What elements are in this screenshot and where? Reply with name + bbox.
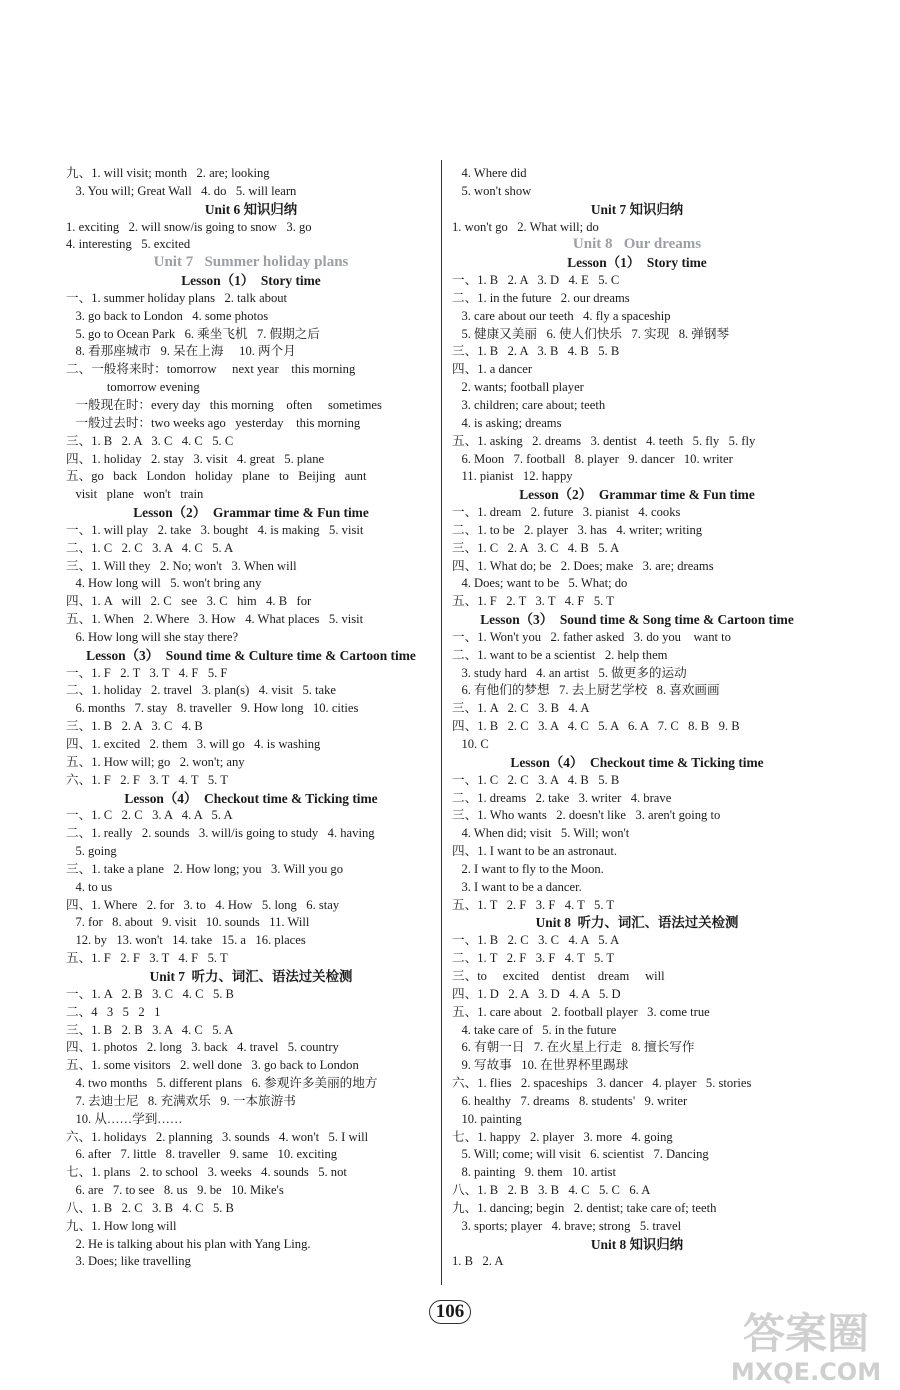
answer-line: 3. study hard 4. an artist 5. 做更多的运动	[452, 665, 687, 680]
section-heading: Lesson（1） Story time	[181, 273, 321, 289]
answer-line: 三、1. Who wants 2. doesn't like 3. aren't going to	[452, 808, 721, 823]
answer-line: 2. He is talking about his plan with Yang Ling.	[66, 1236, 311, 1251]
answer-line: 6. healthy 7. dreams 8. students' 9. writer	[452, 1093, 688, 1108]
answer-line: 12. by 13. won't 14. take 15. a 16. places	[66, 933, 306, 948]
answer-line: 7. 去迪士尼 8. 充满欢乐 9. 一本旅游书	[66, 1093, 296, 1108]
answer-line: 一、1. dream 2. future 3. pianist 4. cooks	[452, 505, 681, 520]
answer-line: 二、一般将来时：tomorrow next year this morning	[66, 362, 356, 377]
answer-line: 4. Where did	[452, 166, 527, 180]
section-heading: Lesson（2） Grammar time & Fun time	[133, 505, 369, 521]
answer-line: 六、1. holidays 2. planning 3. sounds 4. won't 5. I will	[66, 1129, 369, 1144]
answer-line: 七、1. plans 2. to school 3. weeks 4. sounds 5. not	[66, 1165, 347, 1180]
page-number-text: 106	[429, 1300, 472, 1324]
section-heading: Unit 6 知识归纳	[204, 201, 298, 217]
answer-line: 8. 看那座城市 9. 呆在上海 10. 两个月	[66, 344, 296, 359]
section-heading: Lesson（3） Sound time & Song time & Cartoon time	[480, 612, 794, 628]
answer-line: 4. take care of 5. in the future	[452, 1022, 617, 1037]
answer-line: 二、1. really 2. sounds 3. will/is going to study 4. having	[66, 826, 375, 841]
answer-line: 四、1. What do; be 2. Does; make 3. are; dreams	[452, 558, 714, 573]
answer-line: 3. You will; Great Wall 4. do 5. will learn	[66, 183, 297, 198]
answer-line: 一般过去时：two weeks ago yesterday this morning	[66, 415, 361, 430]
answer-line: 五、1. T 2. F 3. F 4. T 5. T	[452, 897, 615, 912]
answer-line: 5. won't show	[452, 183, 532, 198]
section-heading: Unit 8 Our dreams	[572, 236, 702, 253]
answer-line: 九、1. dancing; begin 2. dentist; take care of; teeth	[452, 1200, 717, 1215]
column-divider	[441, 160, 442, 1285]
answer-line: 1. exciting 2. will snow/is going to snow 3. go	[66, 219, 312, 234]
answer-line: 6. Moon 7. football 8. player 9. dancer 10. writer	[452, 451, 733, 466]
answer-line: 三、1. C 2. A 3. C 4. B 5. A	[452, 540, 620, 555]
answer-line: 3. sports; player 4. brave; strong 5. travel	[452, 1218, 682, 1233]
answer-line: 4. When did; visit 5. Will; won't	[452, 826, 630, 841]
answer-line: 一、1. B 2. C 3. C 4. A 5. A	[452, 933, 620, 948]
answer-line: 四、1. A will 2. C see 3. C him 4. B for	[66, 594, 312, 609]
answer-line: 4. to us	[66, 879, 113, 894]
answer-line: 3. care about our teeth 4. fly a spaceship	[452, 308, 671, 323]
answer-line: 9. 写故事 10. 在世界杯里踢球	[452, 1058, 629, 1073]
answer-line: 一、1. C 2. C 3. A 4. B 5. B	[452, 772, 620, 787]
answer-line: 11. pianist 12. happy	[452, 469, 573, 484]
section-heading: Lesson（3） Sound time & Culture time & Cartoon time	[86, 647, 416, 663]
answer-line: 六、1. F 2. F 3. T 4. T 5. T	[66, 772, 228, 787]
answer-line: 九、1. will visit; month 2. are; looking	[66, 166, 270, 180]
answer-line: 二、1. want to be a scientist 2. help them	[452, 647, 668, 662]
answer-line: 6. are 7. to see 8. us 9. be 10. Mike's	[66, 1183, 284, 1198]
answer-line: 4. Does; want to be 5. What; do	[452, 576, 628, 591]
right-column	[452, 165, 822, 1271]
answer-line: 九、1. How long will	[66, 1218, 177, 1233]
answer-line: 2. I want to fly to the Moon.	[452, 861, 604, 876]
answer-line: 二、1. to be 2. player 3. has 4. writer; writing	[452, 522, 703, 537]
answer-line: 6. 有他们的梦想 7. 去上厨艺学校 8. 喜欢画画	[452, 683, 720, 698]
answer-line: 四、1. holiday 2. stay 3. visit 4. great 5. plane	[66, 451, 325, 466]
answer-line: 三、1. B 2. A 3. B 4. B 5. B	[452, 344, 620, 359]
answer-line: 4. How long will 5. won't bring any	[66, 576, 262, 591]
answer-line: 五、1. asking 2. dreams 3. dentist 4. teeth 5. fly 5. fly	[452, 433, 756, 448]
answer-line: 7. for 8. about 9. visit 10. sounds 11. Will	[66, 915, 310, 930]
section-heading: Unit 7 知识归纳	[590, 201, 684, 217]
answer-line: 1. B 2. A	[452, 1254, 504, 1269]
answer-line: 八、1. B 2. C 3. B 4. C 5. B	[66, 1200, 234, 1215]
answer-line: 1. won't go 2. What will; do	[452, 219, 599, 234]
answer-line: 一、1. F 2. T 3. T 4. F 5. F	[66, 665, 228, 680]
answer-line: 一、1. Won't you 2. father asked 3. do you want to	[452, 629, 731, 644]
answer-line: 二、1. C 2. C 3. A 4. C 5. A	[66, 540, 234, 555]
answer-line: 三、1. B 2. B 3. A 4. C 5. A	[66, 1022, 234, 1037]
answer-line: 五、1. care about 2. football player 3. come true	[452, 1004, 710, 1019]
answer-line: 5. 健康又美丽 6. 使人们快乐 7. 实现 8. 弹钢琴	[452, 326, 730, 341]
answer-line: 二、4 3 5 2 1	[66, 1004, 161, 1019]
answer-line: 3. go back to London 4. some photos	[66, 308, 269, 323]
answer-line: 一、1. will play 2. take 3. bought 4. is making 5. visit	[66, 522, 364, 537]
watermark-logo	[718, 1300, 893, 1386]
answer-line: 五、go back London holiday plane to Beijing aunt	[66, 469, 367, 484]
answer-line: 三、1. A 2. C 3. B 4. A	[452, 701, 590, 716]
answer-line: 10. C	[452, 737, 489, 751]
answer-line: 五、1. When 2. Where 3. How 4. What places 5. visit	[66, 612, 364, 627]
answer-line: 8. painting 9. them 10. artist	[452, 1165, 617, 1180]
section-heading: Lesson（4） Checkout time & Ticking time	[510, 754, 764, 770]
answer-line: 四、1. Where 2. for 3. to 4. How 5. long 6. stay	[66, 897, 340, 912]
answer-line: 5. Will; come; will visit 6. scientist 7. Dancing	[452, 1147, 709, 1162]
answer-line: 3. I want to be a dancer.	[452, 879, 582, 894]
answer-line: 三、to excited dentist dream will	[452, 968, 665, 983]
answer-line: 一、1. summer holiday plans 2. talk about	[66, 290, 288, 305]
section-heading: Lesson（2） Grammar time & Fun time	[519, 487, 755, 503]
answer-line: 七、1. happy 2. player 3. more 4. going	[452, 1129, 673, 1144]
section-heading: Unit 8 听力、词汇、语法过关检测	[535, 915, 739, 931]
answer-line: 五、1. F 2. T 3. T 4. F 5. T	[452, 594, 614, 609]
answer-line: 3. children; care about; teeth	[452, 397, 606, 412]
section-heading: Unit 7 Summer holiday plans	[153, 254, 349, 271]
answer-line: 三、1. B 2. A 3. C 4. C 5. C	[66, 433, 234, 448]
answer-line: 4. interesting 5. excited	[66, 237, 191, 252]
answer-line: 四、1. excited 2. them 3. will go 4. is washing	[66, 737, 321, 751]
answer-line: 四、1. photos 2. long 3. back 4. travel 5. country	[66, 1040, 339, 1055]
answer-line: 四、1. I want to be an astronaut.	[452, 844, 618, 859]
answer-line: 一般现在时：every day this morning often sometimes	[66, 397, 382, 412]
section-heading: Lesson（4） Checkout time & Ticking time	[124, 790, 378, 806]
answer-line: 4. is asking; dreams	[452, 415, 562, 430]
answer-line: 四、1. D 2. A 3. D 4. A 5. D	[452, 986, 621, 1001]
answer-line: 5. go to Ocean Park 6. 乘坐飞机 7. 假期之后	[66, 326, 320, 341]
answer-line: 二、1. dreams 2. take 3. writer 4. brave	[452, 790, 672, 805]
answer-line: 五、1. some visitors 2. well done 3. go back to London	[66, 1058, 359, 1073]
answer-line: 五、1. How will; go 2. won't; any	[66, 754, 245, 769]
answer-line: 5. going	[66, 844, 117, 859]
answer-line: 二、1. in the future 2. our dreams	[452, 290, 630, 305]
left-column	[66, 165, 436, 1271]
answer-line: 一、1. B 2. A 3. D 4. E 5. C	[452, 273, 620, 288]
section-heading: Unit 8 知识归纳	[590, 1236, 684, 1252]
watermark-url: MXQE.COM	[730, 1358, 882, 1386]
section-heading: Lesson（1） Story time	[567, 255, 707, 271]
answer-line: 3. Does; like travelling	[66, 1254, 191, 1269]
answer-line: tomorrow evening	[66, 380, 200, 395]
answer-line: 6. How long will she stay there?	[66, 629, 239, 644]
answer-line: 6. after 7. little 8. traveller 9. same 10. exciting	[66, 1147, 338, 1162]
answer-line: 五、1. F 2. F 3. T 4. F 5. T	[66, 951, 228, 966]
answer-line: visit plane won't train	[66, 487, 204, 502]
answer-line: 2. wants; football player	[452, 380, 584, 395]
answer-line: 四、1. a dancer	[452, 362, 533, 377]
answer-line: 六、1. flies 2. spaceships 3. dancer 4. player 5. stories	[452, 1076, 752, 1091]
answer-line: 4. two months 5. different plans 6. 参观许多美丽的地方	[66, 1076, 378, 1091]
section-heading: Unit 7 听力、词汇、语法过关检测	[149, 968, 353, 984]
watermark-text: 答案圈	[742, 1309, 870, 1358]
answer-line: 二、1. T 2. F 3. F 4. T 5. T	[452, 951, 615, 966]
answer-line: 6. 有朝一日 7. 在火星上行走 8. 擅长写作	[452, 1040, 695, 1055]
answer-line: 四、1. B 2. C 3. A 4. C 5. A 6. A 7. C 8. B 9. B	[452, 719, 740, 734]
answer-line: 一、1. C 2. C 3. A 4. A 5. A	[66, 808, 233, 823]
answer-line: 三、1. Will they 2. No; won't 3. When will	[66, 558, 297, 573]
answer-line: 二、1. holiday 2. travel 3. plan(s) 4. visit 5. take	[66, 683, 337, 698]
answer-line: 10. 从……学到……	[66, 1111, 183, 1126]
answer-line: 三、1. B 2. A 3. C 4. B	[66, 719, 203, 734]
page-number	[422, 1300, 478, 1324]
answer-line: 八、1. B 2. B 3. B 4. C 5. C 6. A	[452, 1183, 651, 1198]
answer-line: 10. painting	[452, 1111, 522, 1126]
answer-line: 一、1. A 2. B 3. C 4. C 5. B	[66, 986, 234, 1001]
answer-line: 6. months 7. stay 8. traveller 9. How long 10. cities	[66, 701, 359, 716]
answer-line: 三、1. take a plane 2. How long; you 3. Will you go	[66, 861, 343, 876]
